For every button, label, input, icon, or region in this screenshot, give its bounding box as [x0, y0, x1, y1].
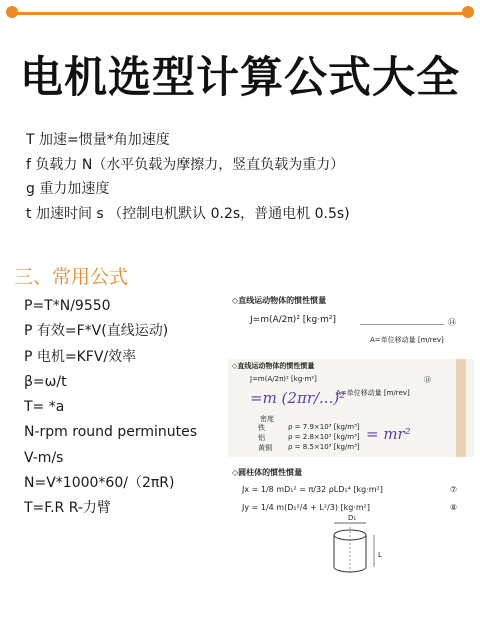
density-material: 铝 — [258, 434, 265, 442]
equation-number: ⑧ — [450, 503, 458, 512]
cylinder-formula-y: Jy = 1/4 m(D₁²/4 + L²/3) [kg·m²] — [242, 503, 370, 512]
formula-item: β=ω/t — [24, 373, 67, 390]
top-bar-line — [10, 12, 470, 15]
definition-item: T 加速=惯量*角加速度 — [26, 132, 170, 148]
definitions-list — [26, 128, 350, 226]
definition-item: t 加速时间 s （控制电机默认 0.2s，普通电机 0.5s) — [26, 205, 350, 222]
section-heading: 三、常用公式 — [14, 266, 129, 288]
panel-formula: J=m(A/2π)² [kg·m²] — [250, 375, 317, 383]
linear-inertia-photo-panel — [228, 359, 474, 457]
equation-number: ⑭ — [424, 376, 431, 384]
formula-item: T=F.R R-力臂 — [24, 500, 111, 517]
cylinder-formula-x: Jx = 1/8 mD₁² = π/32 ρLD₁⁴ [kg·m²] — [242, 485, 383, 494]
handwritten-note: = mr² — [366, 425, 411, 443]
panel-title: ◇圆柱体的惯性惯量 — [232, 468, 303, 477]
formula-item: P 有效=F*V(直线运动) — [24, 323, 169, 340]
density-value: ρ = 2.8×10³ [kg/m³] — [288, 433, 360, 441]
formula-item: N-rpm round perminutes — [24, 424, 198, 441]
panel-note: A=单位移动量 [m/rev] — [336, 389, 410, 397]
handwritten-note: =m (2πr/...)² — [250, 389, 346, 407]
density-value: ρ = 8.5×10³ [kg/m³] — [288, 443, 360, 451]
top-bar-dot-left — [6, 6, 18, 18]
formula-item: P 电机=KFV/效率 — [24, 348, 137, 365]
top-decoration-bar — [0, 0, 480, 26]
formula-list — [24, 294, 197, 522]
paper-edge — [456, 359, 466, 457]
density-value: ρ = 7.9×10³ [kg/m³] — [288, 423, 360, 431]
density-material: 黄铜 — [258, 444, 272, 452]
formula-item: N=V*1000*60/（2πR) — [24, 475, 175, 492]
panel-note: A=单位移动量 [m/rev] — [370, 336, 444, 344]
formula-item: V-m/s — [24, 449, 64, 466]
top-bar-dot-right — [462, 6, 474, 18]
inertia-formula-figure — [228, 293, 474, 577]
density-material: 铁 — [258, 424, 265, 432]
diameter-label: D₁ — [348, 514, 357, 522]
leader-line — [360, 324, 444, 325]
panel-formula: J=m(A/2π)² [kg·m²] — [250, 315, 336, 325]
definition-item: g 重力加速度 — [26, 181, 110, 197]
cylinder-inertia-panel — [228, 465, 474, 577]
equation-number: ⑦ — [450, 485, 458, 494]
panel-title: ◇直线运动物体的惯性惯量 — [232, 296, 327, 305]
panel-title: ◇直线运动物体的惯性惯量 — [232, 362, 315, 370]
equation-number: ⑭ — [448, 318, 456, 327]
cylinder-diagram — [314, 517, 394, 577]
length-label: L — [378, 551, 382, 559]
density-header: 密度 — [260, 415, 274, 423]
page-title: 电机选型计算公式大全 — [20, 53, 460, 103]
linear-inertia-panel — [228, 293, 474, 349]
formula-item: P=T*N/9550 — [24, 298, 111, 314]
definition-item: f 负载力 N（水平负载为摩擦力，竖直负载为重力） — [26, 156, 345, 173]
formula-item: T= *a — [24, 399, 65, 416]
